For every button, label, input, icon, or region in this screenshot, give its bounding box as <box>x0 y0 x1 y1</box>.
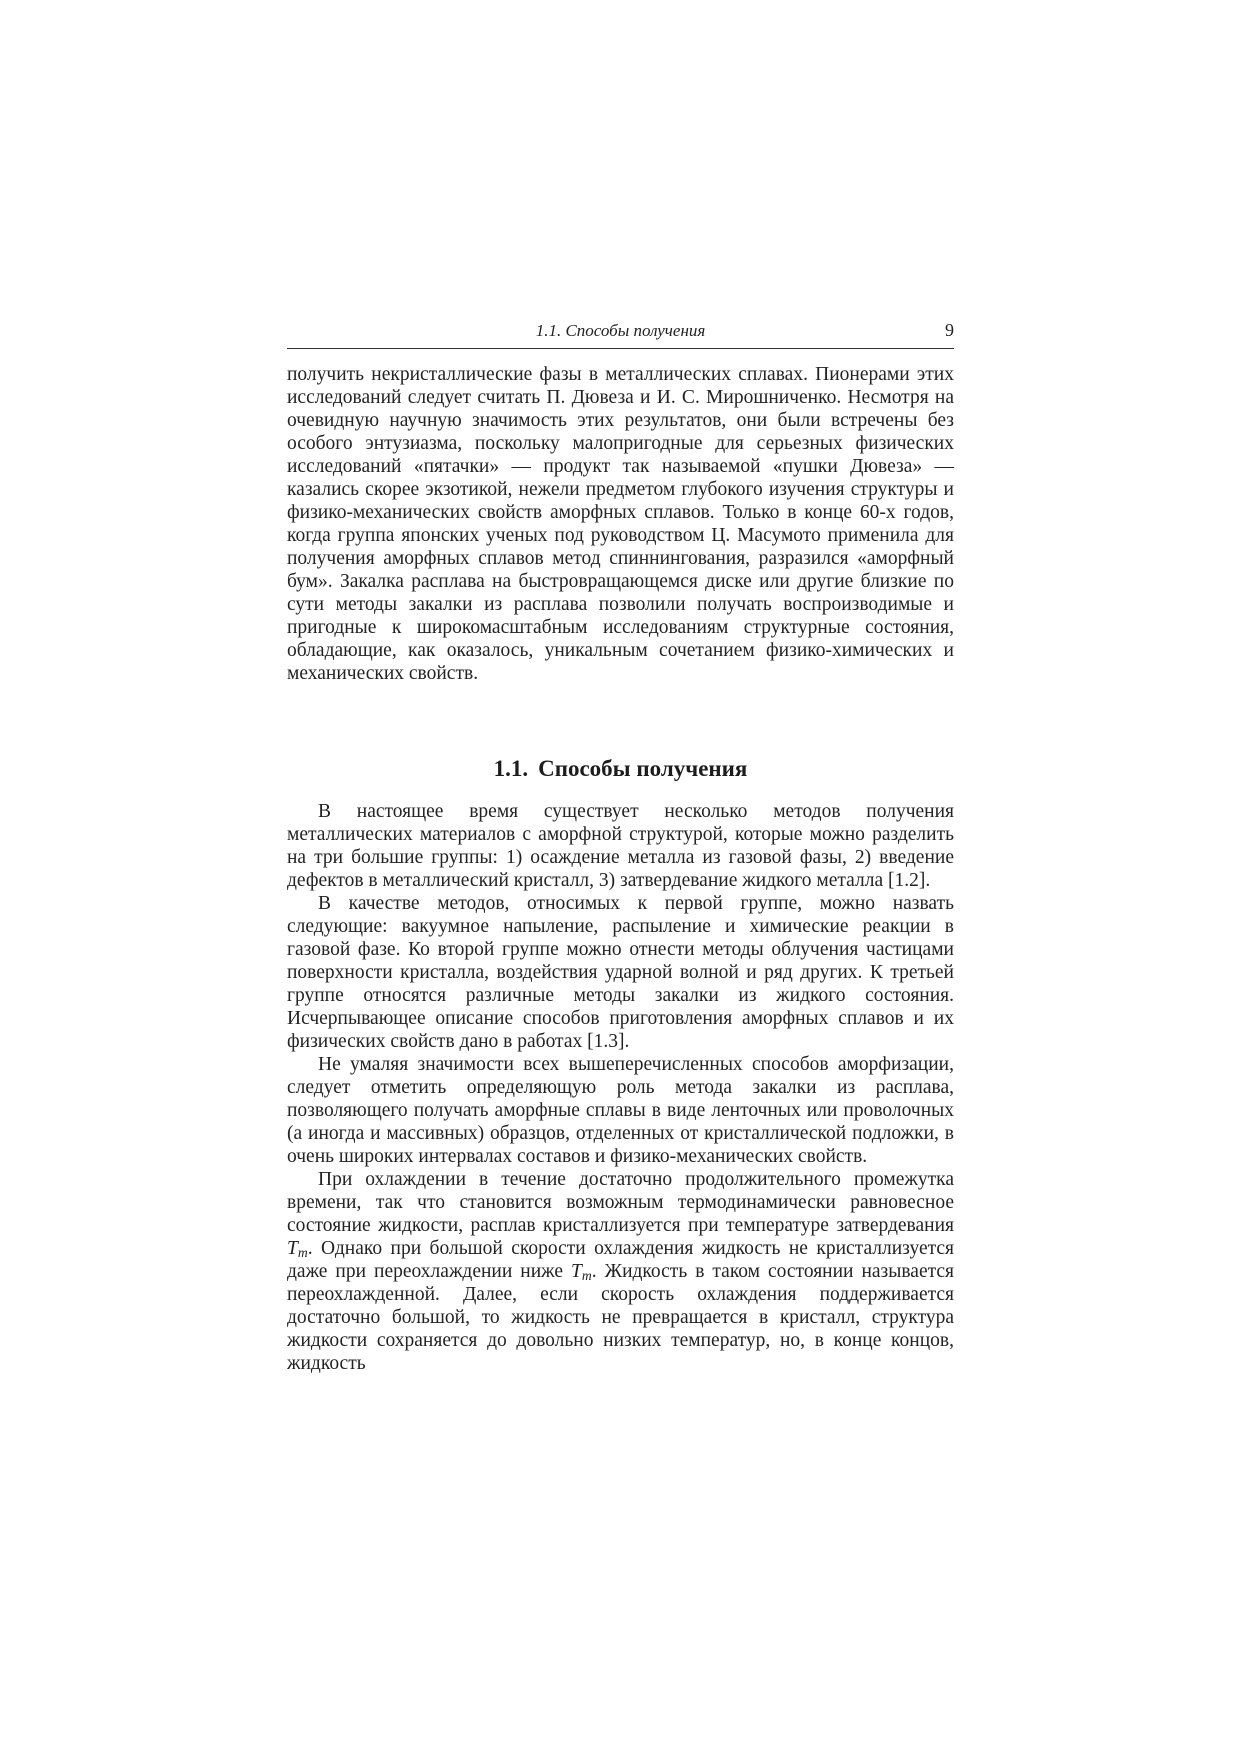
section-title: Способы получения <box>538 756 748 781</box>
paragraph-text-part: . Однако при большой скорости охлаждения жидкость не кристаллизуется даже при переохлаждении ниже <box>287 1238 954 1282</box>
section-paragraph-last <box>287 1168 954 1375</box>
section-heading <box>287 756 954 782</box>
math-symbol-tm <box>287 1238 308 1259</box>
math-symbol-subscript: m <box>297 1245 308 1260</box>
intro-paragraph: получить некристаллические фазы в металлических сплавах. Пионерами этих исследований следует считать П. Дювеза и И. С. Мирошниченко. Несмотря на очевидную научную значимость этих результатов, они были встречены без особого энтузиазма, поскольку малопригодные для серьезных физических исследований «пятачки» — продукт так называемой «пушки Дювеза» — казались скорее экзотикой, нежели предметом глубокого изучения структуры и физико-механических свойств аморфных сплавов. Только в конце 60-х годов, когда группа японских ученых под руководством Ц. Масумото применила для получения аморфных сплавов метод спиннингования, разразился «аморфный бум». Закалка расплава на быстровращающемся диске или другие близкие по сути методы закалки из расплава позволили получать воспроизводимые и пригодные к широкомасштабным исследованиям структурные состояния, обладающие, как оказалось, уникальным сочетанием физико-химических и механических свойств. <box>287 364 954 684</box>
paragraph-text-part: . Жидкость в таком состоянии называется переохлажденной. Далее, если скорость охлаждения поддерживается достаточно большой, то жидкость не превращается в кристалл, структура жидкости сохраняется до довольно низких температур, но, в конце концов, жидкость <box>287 1261 954 1374</box>
intro-text-block <box>287 363 954 685</box>
section-paragraph: В качестве методов, относимых к первой группе, можно назвать следующие: вакуумное напыление, распыление и химические реакции в газовой фазе. Ко второй группе можно отнести методы облучения частицами поверхности кристалла, воздействия ударной волной и ряд других. К третьей группе относятся различные методы закалки из жидкого состояния. Исчерпывающее описание способов приготовления аморфных сплавов и их физических свойств дано в работах [1.3]. <box>287 893 954 1052</box>
math-symbol-tm <box>571 1261 592 1282</box>
math-symbol-base: T <box>571 1261 582 1282</box>
paragraph-text-part: При охлаждении в течение достаточно продолжительного промежутка времени, так что становится возможным термодинамически равновесное состояние жидкости, расплав кристаллизуется при температуре затвердевания <box>287 1169 954 1236</box>
running-head <box>287 318 954 349</box>
section-body <box>287 800 954 1375</box>
math-symbol-subscript: m <box>581 1268 592 1283</box>
math-symbol-base: T <box>287 1238 298 1259</box>
page-number: 9 <box>945 320 954 340</box>
section-paragraph: Не умаляя значимости всех вышеперечисленных способов аморфизации, следует отметить определяющую роль метода закалки из расплава, позволяющего получать аморфные сплавы в виде ленточных или проволочных (а иногда и массивных) образцов, отделенных от кристаллической подложки, в очень широких интервалах составов и физико-механических свойств. <box>287 1054 954 1167</box>
section-number: 1.1. <box>493 756 529 781</box>
running-head-title: 1.1. Способы получения <box>535 321 706 340</box>
section-paragraph: В настоящее время существует несколько методов получения металлических материалов с аморфной структурой, которые можно разделить на три большие группы: 1) осаждение металла из газовой фазы, 2) введение дефектов в металлический кристалл, 3) затвердевание жидкого металла [1.2]. <box>287 801 954 891</box>
